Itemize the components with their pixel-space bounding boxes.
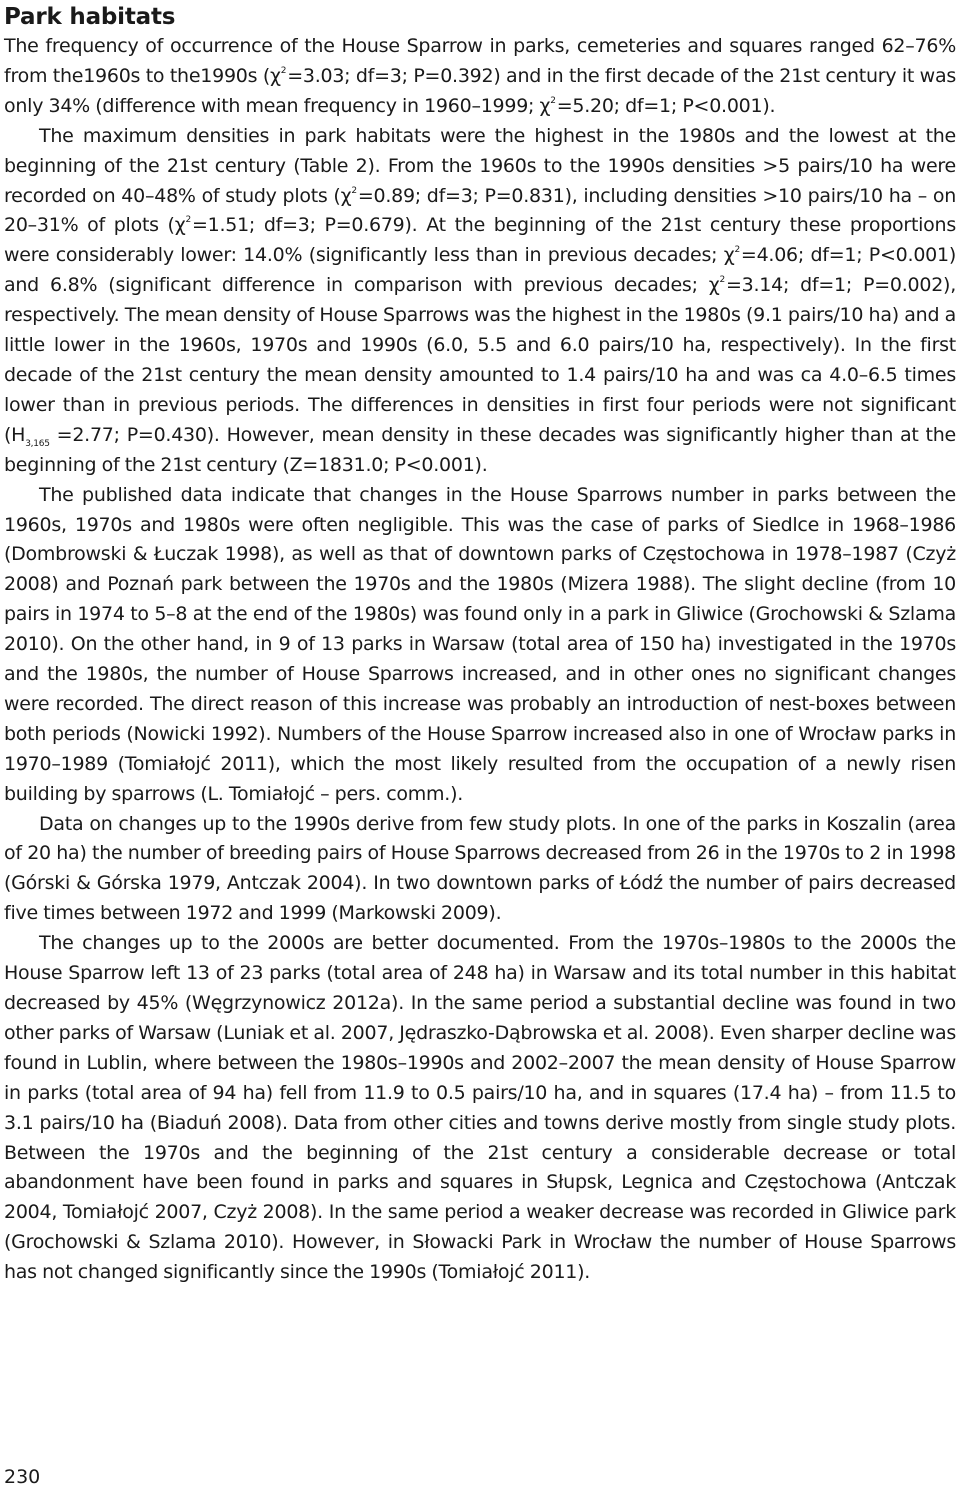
text-run: =1.51; df=3; P=0.679). At the beginning of the 21st century these proportions were considerably lower: 14.0% (significantly less than in previous decades; χ — [4, 214, 956, 267]
paragraph-published-data: The published data indicate that changes in the House Sparrows number in parks between the 1960s, 1970s and 1980s were often negligible. This was the case of parks of Siedlce in 1968–1986 (Dombrowski & Łuczak 1998), as well as that of downtown parks of Częstochowa in 1978–1987 (Czyż 2008) and Poznań park between the 1970s and the 1980s (Mizera 1988). The slight decline (from 10 pairs in 1974 to 5–8 at the end of the 1980s) was found only in a park in Gliwice (Grochowski & Szlama 2010). On the other hand, in 9 of 13 parks in Warsaw (total area of 150 ha) investigated in the 1970s and the 1980s, the number of House Sparrows increased, and in other ones no significant changes were recorded. The direct reason of this increase was probably an introduction of nest-boxes between both periods (Nowicki 1992). Numbers of the House Sparrow increased also in one of Wrocław parks in 1970–1989 (Tomiałojć 2011), which the most likely resulted from the occupation of a newly risen building by sparrows (L. Tomiałojć – pers. comm.). — [4, 483, 956, 805]
text-run: =3.03; df=3; P=0.392) and in the first decade of the 21st century it was only 34% (difference with mean frequency in 1960–1999; χ — [4, 64, 956, 117]
superscript: 2 — [550, 95, 556, 106]
page-number: 230 — [4, 1466, 41, 1488]
paragraph-densities — [4, 122, 956, 481]
text-run: =4.06; df=1; P<0.001) and 6.8% (significant difference in comparison with previous decades; χ — [4, 244, 956, 297]
superscript: 2 — [185, 215, 191, 226]
text-run: =2.77; P=0.430). However, mean density in these decades was significantly higher than at the beginning of the 21st century (Z=1831.0; P<0.001). — [4, 423, 956, 476]
subscript: 3,165 — [25, 438, 50, 449]
superscript: 2 — [734, 245, 740, 256]
paragraph-changes-1990s: Data on changes up to the 1990s derive from few study plots. In one of the parks in Koszalin (area of 20 ha) the number of breeding pairs of House Sparrows decreased from 26 in the 1970s to 2 in 1998 (Górski & Górska 1979, Antczak 2004). In two downtown parks of Łódź the number of pairs decreased five times between 1972 and 1999 (Markowski 2009). — [4, 812, 956, 925]
text-run: =3.14; df=1; P=0.002), respectively. The mean density of House Sparrows was the highest in the 1980s (9.1 pairs/10 ha) and a little lower in the 1960s, 1970s and 1990s (6.0, 5.5 and 6.0 pairs/10 ha, respectively). In the first decade of the 21st century the mean density amounted to 1.4 pairs/10 ha and was ca 4.0–6.5 times lower than in previous periods. The differences in densities in first four periods were not significant (H — [4, 274, 956, 446]
page-body — [4, 2, 956, 1288]
superscript: 2 — [719, 275, 725, 286]
text-run: =0.89; df=3; P=0.831), including densities >10 pairs/10 ha – on 20–31% of plots (χ — [4, 184, 956, 237]
superscript: 2 — [280, 65, 287, 76]
paragraph-frequency — [4, 32, 956, 122]
section-title: Park habitats — [4, 4, 176, 30]
text-run: =5.20; df=1; P<0.001). — [556, 94, 776, 117]
text-run: The frequency of occurrence of the House Sparrow in parks, cemeteries and squares ranged 62–76% from the1960s to the1990s (χ — [4, 35, 956, 87]
superscript: 2 — [351, 185, 357, 196]
text-run: The maximum densities in park habitats were the highest in the 1980s and the lowest at the beginning of the 21st century (Table 2). From the 1960s to the 1990s densities >5 pairs/10 ha were recorded on 40–48% of study plots (χ — [4, 124, 956, 207]
paragraph-changes-2000s: The changes up to the 2000s are better documented. From the 1970s–1980s to the 2000s the House Sparrow left 13 of 23 parks (total area of 248 ha) in Warsaw and its total number in this habitat decreased by 45% (Węgrzynowicz 2012a). In the same period a substantial decline was found in two other parks of Warsaw (Luniak et al. 2007, Jędraszko-Dąbrowska et al. 2008). Even sharper decline was found in Lublin, where between the 1980s–1990s and 2002–2007 the mean density of House Sparrow in parks (total area of 94 ha) fell from 11.9 to 0.5 pairs/10 ha, and in squares (17.4 ha) – from 11.5 to 3.1 pairs/10 ha (Biaduń 2008). Data from other cities and towns derive mostly from single study plots. Between the 1970s and the beginning of the 21st century a considerable decrease or total abandonment have been found in parks and squares in Słupsk, Legnica and Częstochowa (Antczak 2004, Tomiałojć 2007, Czyż 2008). In the same period a weaker decrease was recorded in Gliwice park (Grochowski & Szlama 2010). However, in Słowacki Park in Wrocław the number of House Sparrows has not changed significantly since the 1990s (Tomiałojć 2011). — [4, 932, 956, 1284]
